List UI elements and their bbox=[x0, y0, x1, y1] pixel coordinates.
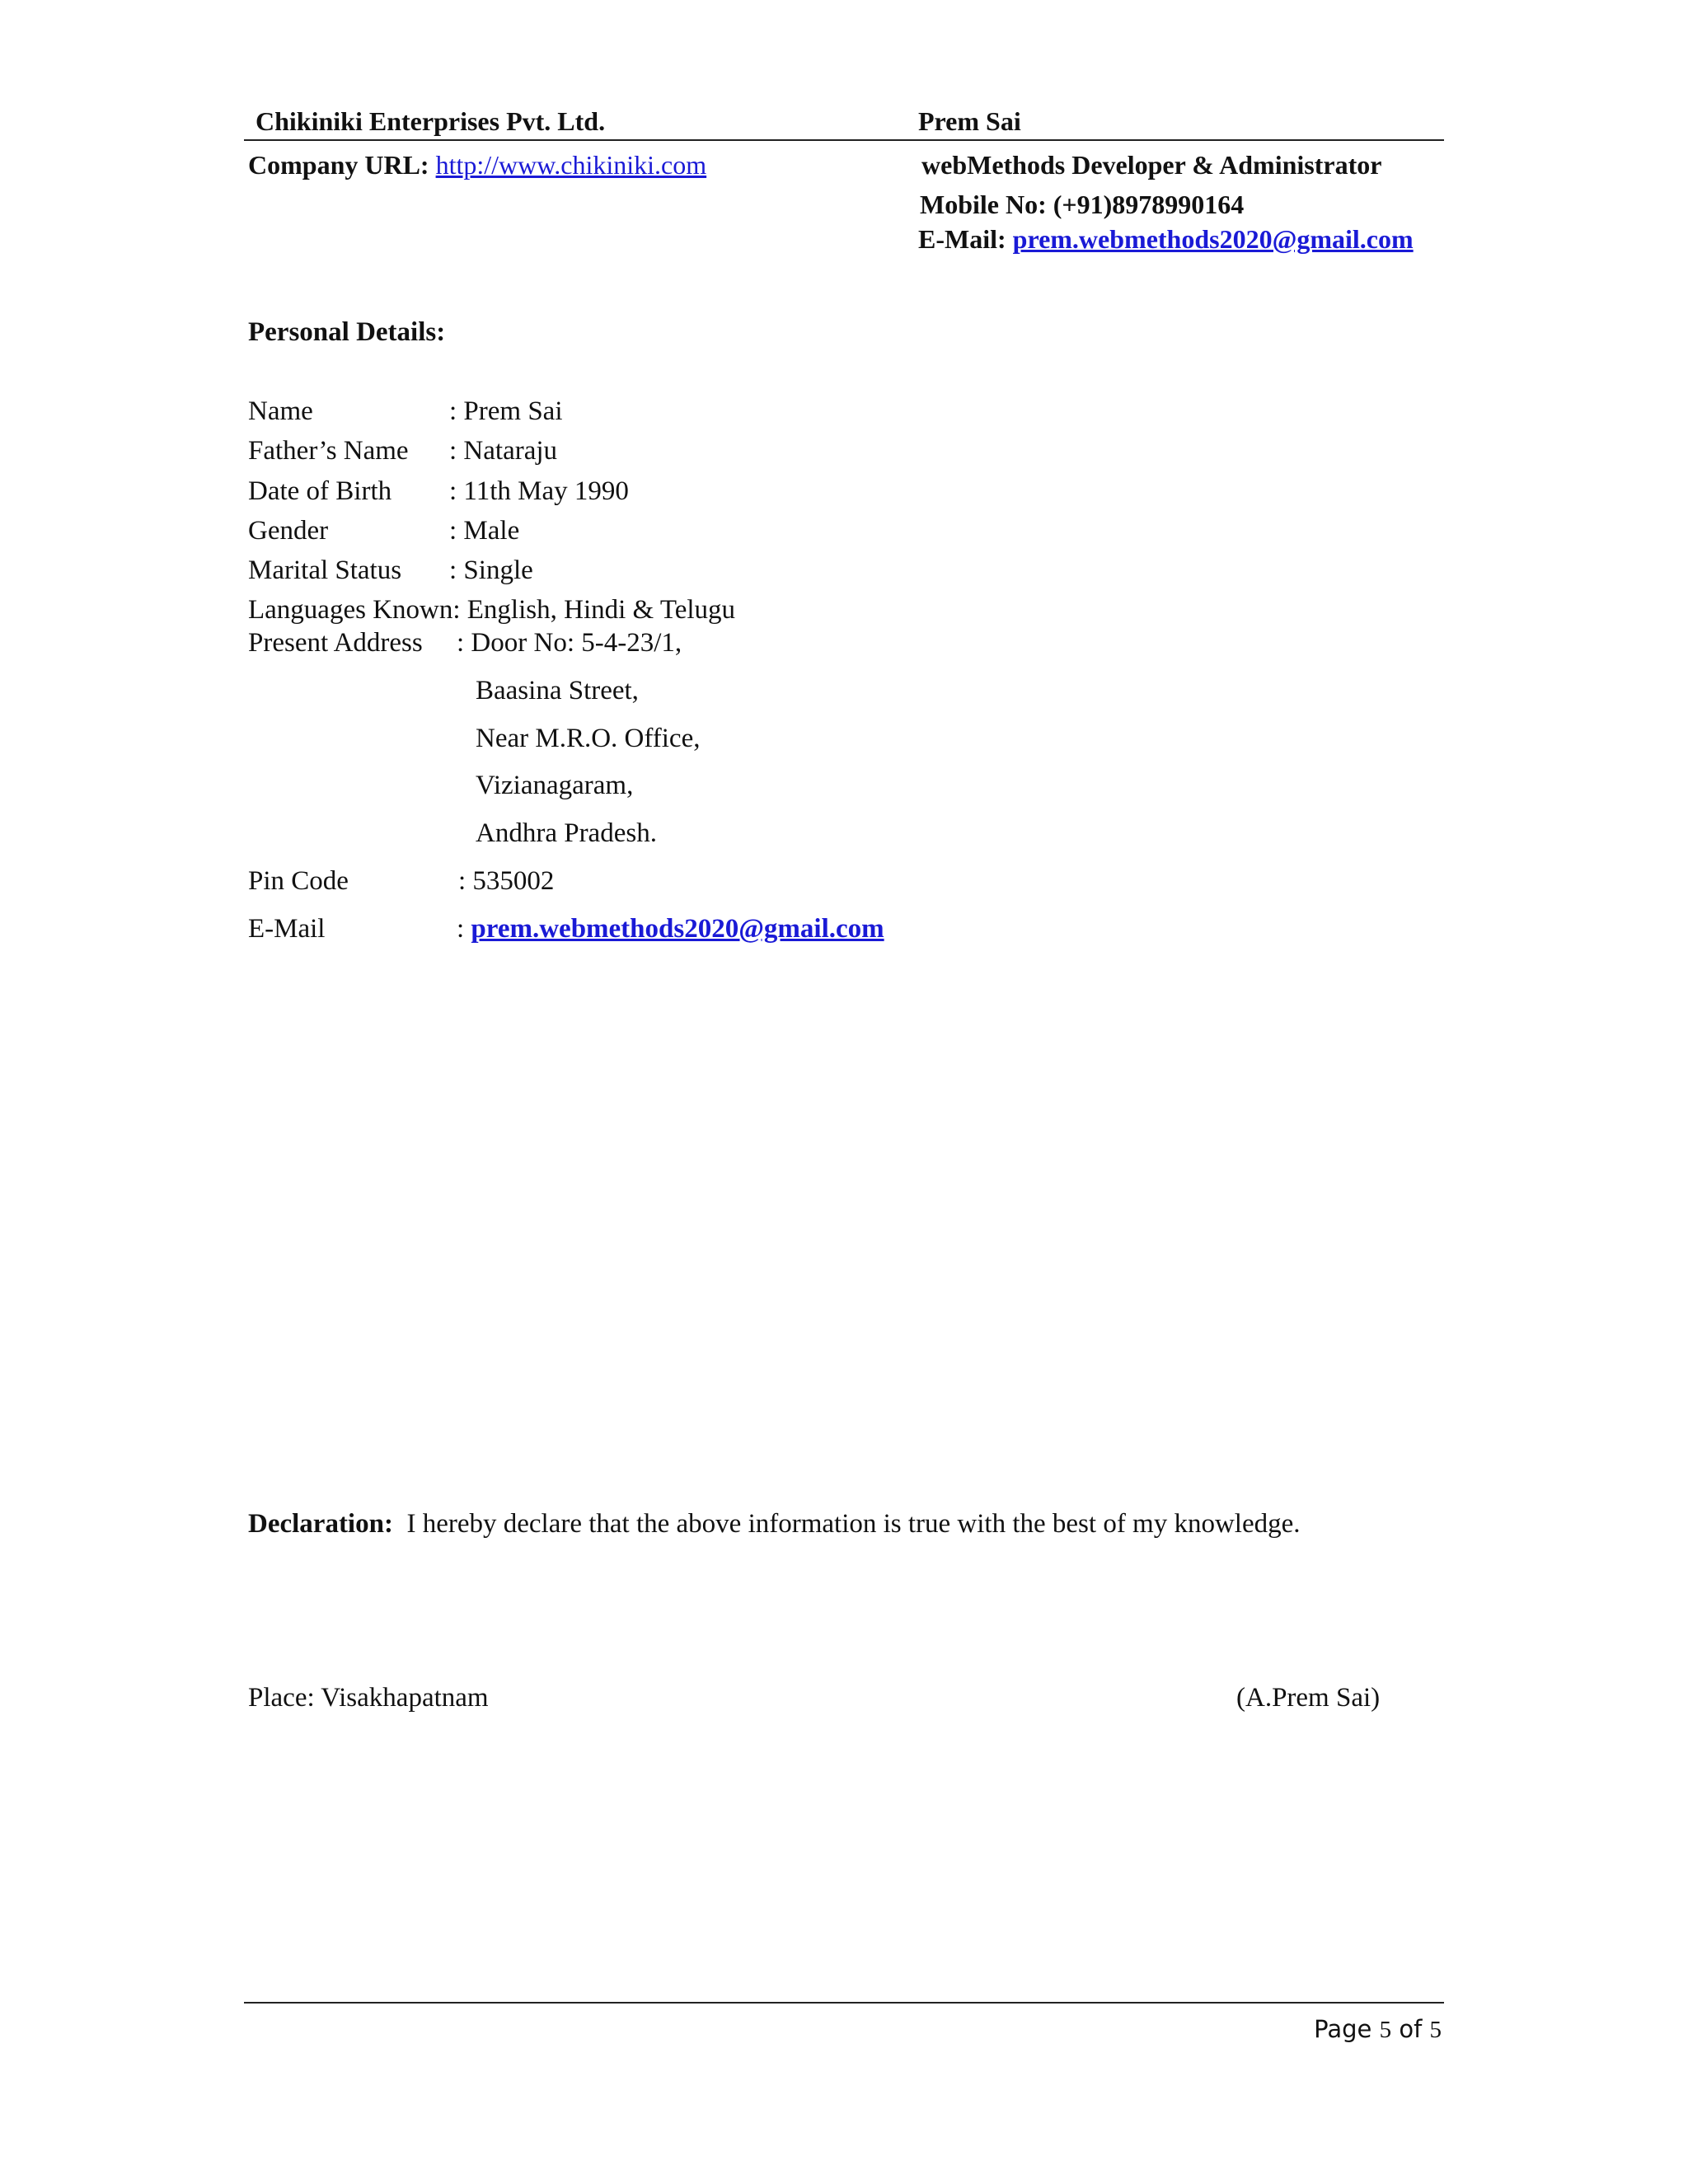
company-url-link[interactable]: http://www.chikiniki.com bbox=[435, 150, 707, 180]
page-word: Page bbox=[1314, 2015, 1372, 2043]
address-line-landmark: Near M.R.O. Office, bbox=[476, 724, 701, 753]
languages-known-line: Languages Known: English, Hindi & Telugu bbox=[248, 595, 736, 625]
declaration-label: Declaration: bbox=[248, 1509, 393, 1539]
name-label: Name bbox=[248, 396, 313, 426]
company-url-line bbox=[248, 149, 706, 180]
address-line-city: Vizianagaram, bbox=[476, 771, 634, 800]
dob-label: Date of Birth bbox=[248, 476, 392, 506]
present-address-value: : Door No: 5-4-23/1, bbox=[457, 628, 682, 658]
pin-code-label: Pin Code bbox=[248, 866, 349, 896]
father-name-value: : Nataraju bbox=[449, 436, 558, 466]
header-email-link[interactable]: prem.webmethods2020@gmail.com bbox=[1012, 224, 1414, 254]
email-colon: : bbox=[457, 914, 465, 944]
gender-label: Gender bbox=[248, 516, 329, 546]
dob-value: : 11th May 1990 bbox=[449, 476, 629, 506]
father-name-label: Father’s Name bbox=[248, 436, 409, 466]
personal-details-heading: Personal Details: bbox=[248, 317, 446, 347]
header-mobile: Mobile No: (+91)8978990164 bbox=[920, 190, 1245, 219]
header-role: webMethods Developer & Administrator bbox=[921, 150, 1382, 180]
declaration-line bbox=[248, 1507, 1301, 1540]
page-current: 5 bbox=[1379, 2017, 1392, 2043]
email-link[interactable]: prem.webmethods2020@gmail.com bbox=[471, 914, 884, 944]
gender-value: : Male bbox=[449, 516, 520, 546]
header-rule bbox=[244, 139, 1444, 141]
declaration-text: I hereby declare that the above information is true with the best of my knowledge. bbox=[406, 1509, 1301, 1539]
pin-code-value: : 535002 bbox=[458, 866, 555, 896]
company-url-label: Company URL: bbox=[248, 150, 429, 180]
of-word: of bbox=[1399, 2015, 1423, 2043]
present-address-label: Present Address bbox=[248, 628, 423, 658]
marital-status-value: : Single bbox=[449, 555, 533, 585]
header-email-label: E-Mail: bbox=[918, 224, 1006, 254]
place: Place: Visakhapatnam bbox=[248, 1683, 489, 1713]
header-email-line bbox=[918, 223, 1414, 255]
page-total: 5 bbox=[1429, 2017, 1442, 2043]
address-line-street: Baasina Street, bbox=[476, 676, 639, 705]
header-company-name: Chikiniki Enterprises Pvt. Ltd. bbox=[256, 106, 606, 136]
page-number bbox=[1314, 2015, 1442, 2044]
address-line-state: Andhra Pradesh. bbox=[476, 818, 657, 848]
email-value-line bbox=[457, 912, 884, 945]
header-person-name: Prem Sai bbox=[918, 106, 1021, 136]
marital-status-label: Marital Status bbox=[248, 555, 402, 585]
name-value: : Prem Sai bbox=[449, 396, 563, 426]
signature-name: (A.Prem Sai) bbox=[1236, 1683, 1381, 1713]
email-label: E-Mail bbox=[248, 914, 326, 944]
footer-rule bbox=[244, 2002, 1444, 2004]
